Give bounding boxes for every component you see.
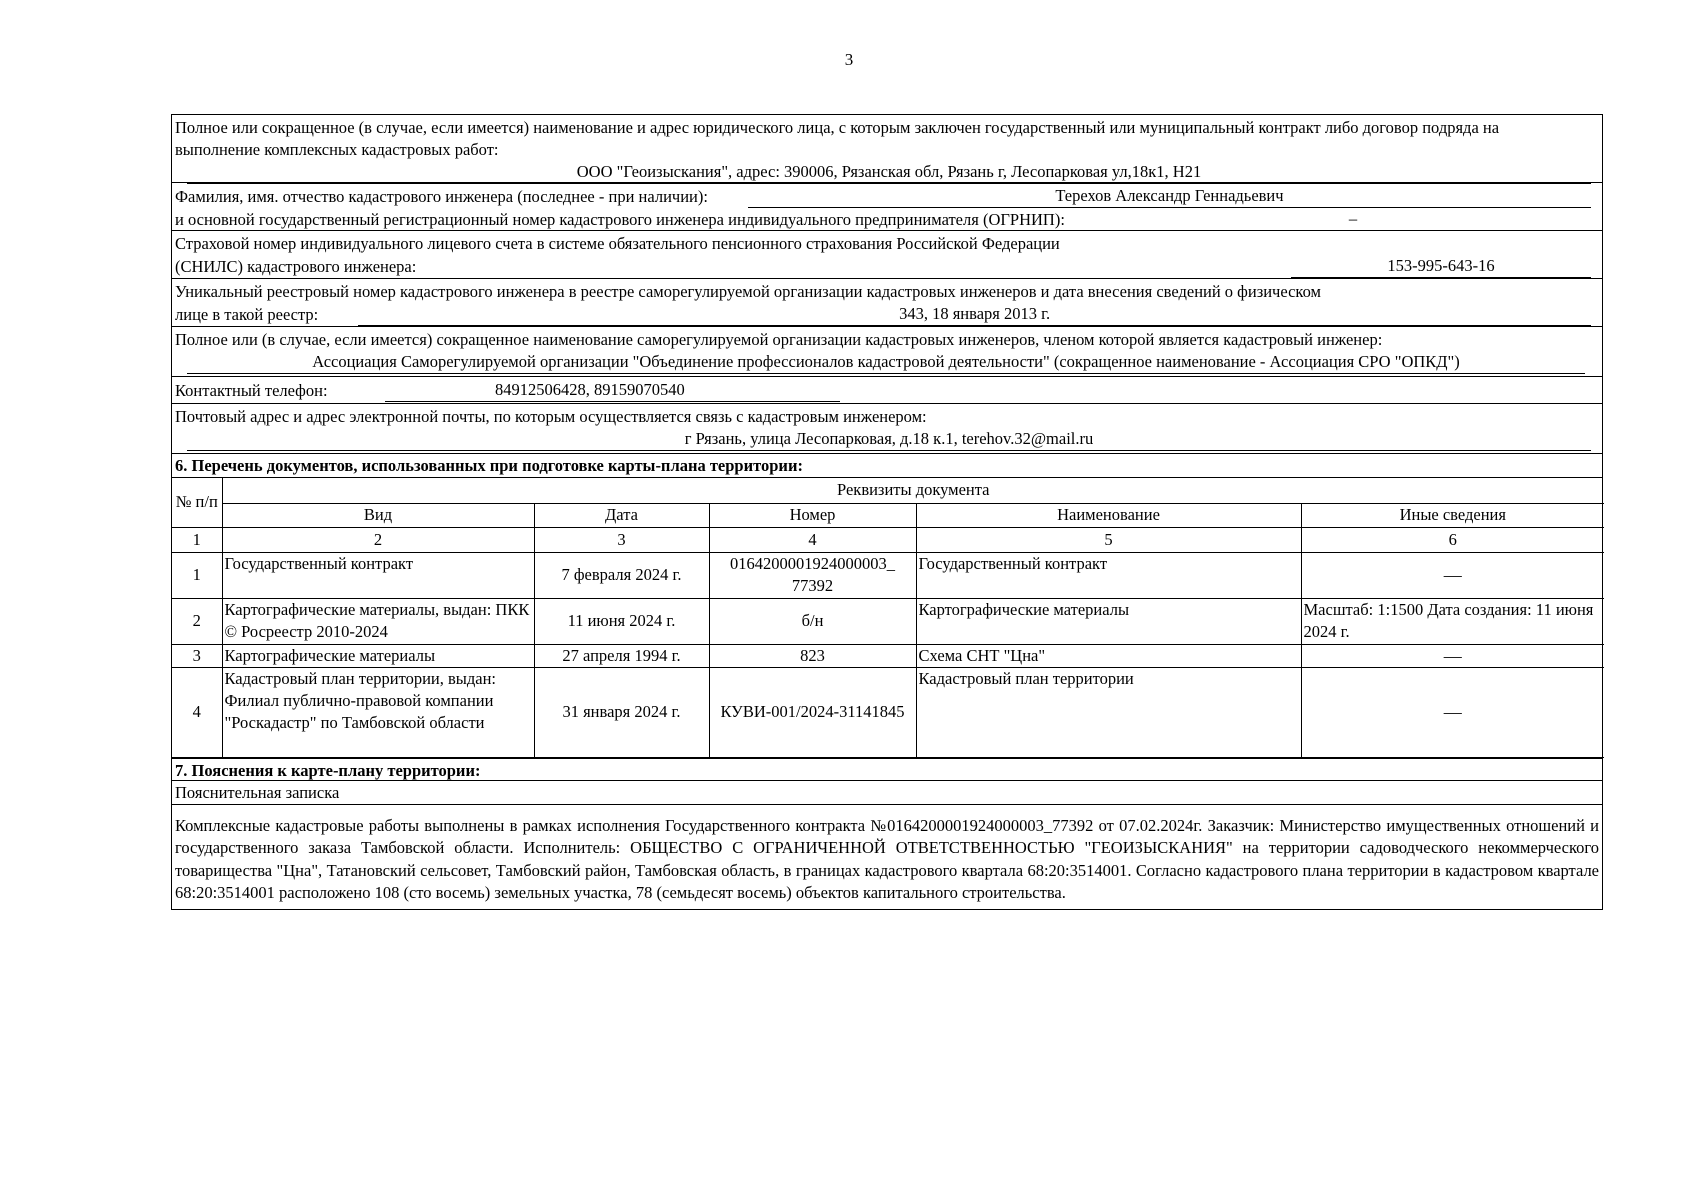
engineer-ogrnip-line: [175, 208, 1599, 231]
section6-title: 6. Перечень документов, использованных при подготовке карты-плана территории:: [172, 454, 1602, 478]
contractor-org-value: ООО "Геоизыскания", адрес: 390006, Рязанская обл, Рязань г, Лесопарковая ул,18к1, Н21: [187, 161, 1591, 184]
row-kind: Государственный контракт: [222, 552, 534, 598]
sro-block: [172, 327, 1602, 377]
document-sheet: [171, 114, 1603, 910]
address-label: Почтовый адрес и адрес электронной почты, по которым осуществляется связь с кадастровым инженером:: [175, 407, 927, 426]
engineer-name-label: Фамилия, имя. отчество кадастрового инженера (последнее - при наличии):: [175, 187, 708, 206]
table-row: [172, 552, 1604, 598]
row-kind: Картографические материалы, выдан: ПКК © Росреестр 2010-2024: [222, 598, 534, 644]
phone-value: 84912506428, 89159070540: [385, 379, 840, 402]
snils-value: 153-995-643-16: [1291, 255, 1591, 278]
row-date: 31 января 2024 г.: [534, 667, 709, 757]
engineer-ogrnip-value: –: [1115, 208, 1591, 231]
explanatory-note-text: Комплексные кадастровые работы выполнены в рамках исполнения Государственного контракта №0164200001924000003_77392 от 07.02.2024г. Заказчик: Министерство имущественных отношений и государственного заказа Тамбовской области. Исполнитель: ОБЩЕСТВО С ОГРАНИЧЕННОЙ ОТВЕТСТВЕННОСТЬЮ "ГЕОИЗЫСКАНИЯ" на территории садоводческого некоммерческого товарищества "Цна", Татановский сельсовет, Тамбовский район, Тамбовская область, в границах кадастрового квартала 68:20:3514001. Согласно кадастрового плана территории в кадастровом квартале 68:20:3514001 расположено 108 (сто восемь) земельных участка, 78 (семьдесят восемь) объектов капитального строительства.: [175, 815, 1599, 902]
row-number: 4: [172, 667, 222, 757]
column-numbers-row: [172, 527, 1604, 552]
contractor-org-label: Полное или сокращенное (в случае, если имеется) наименование и адрес юридического лица, с которым заключен государственный или муниципальный контракт либо договор подряда на выполнение комплексных кадастровых работ:: [175, 118, 1500, 159]
col-header-name: Наименование: [916, 503, 1301, 527]
section7-subtitle: Пояснительная записка: [172, 781, 1602, 805]
row-doc-number: б/н: [709, 598, 916, 644]
section7-title: 7. Пояснения к карте-плану территории:: [172, 758, 1602, 781]
row-number: 2: [172, 598, 222, 644]
col-num-5: 5: [916, 527, 1301, 552]
row-doc-number: 823: [709, 644, 916, 667]
address-block: [172, 404, 1602, 454]
col-header-kind: Вид: [222, 503, 534, 527]
sro-value: Ассоциация Саморегулируемой организации "Объединение профессионалов кадастровой деятельности" (сокращенное наименование - Ассоциация СРО "ОПКД"): [187, 351, 1585, 374]
registry-value: 343, 18 января 2013 г.: [358, 303, 1591, 326]
row-doc-number: 0164200001924000003_ 77392: [709, 552, 916, 598]
row-other: —: [1301, 552, 1604, 598]
col-num-4: 4: [709, 527, 916, 552]
page-number: 3: [844, 50, 854, 69]
row-doc-number: КУВИ-001/2024-31141845: [709, 667, 916, 757]
registry-line2: [175, 303, 1599, 326]
row-number: 3: [172, 644, 222, 667]
registry-block: [172, 279, 1602, 327]
row-name: Схема СНТ "Цна": [916, 644, 1301, 667]
row-other: —: [1301, 667, 1604, 757]
row-date: 11 июня 2024 г.: [534, 598, 709, 644]
row-kind: Кадастровый план территории, выдан: Филиал публично-правовой компании "Роскадастр" по Тамбовской области: [222, 667, 534, 757]
col-num-6: 6: [1301, 527, 1604, 552]
engineer-block: [172, 183, 1602, 231]
header-number: № п/п: [172, 478, 222, 527]
contractor-org-block: [172, 115, 1602, 183]
table-row: [172, 598, 1604, 644]
col-num-2: 2: [222, 527, 534, 552]
snils-label-line1: Страховой номер индивидуального лицевого счета в системе обязательного пенсионного страхования Российской Федерации: [175, 234, 1060, 253]
row-date: 7 февраля 2024 г.: [534, 552, 709, 598]
engineer-ogrnip-label: и основной государственный регистрационный номер кадастрового инженера индивидуального предпринимателя (ОГРНИП):: [175, 210, 1065, 229]
row-kind: Картографические материалы: [222, 644, 534, 667]
table-row: [172, 667, 1604, 757]
documents-table: [172, 478, 1604, 758]
snils-line2: [175, 255, 1599, 278]
engineer-name-line: [175, 185, 1599, 208]
row-name: Государственный контракт: [916, 552, 1301, 598]
snils-label-line2: (СНИЛС) кадастрового инженера:: [175, 257, 417, 276]
phone-block: [172, 377, 1602, 404]
row-other: —: [1301, 644, 1604, 667]
row-number: 1: [172, 552, 222, 598]
row-date: 27 апреля 1994 г.: [534, 644, 709, 667]
row-name: Картографические материалы: [916, 598, 1301, 644]
snils-block: [172, 231, 1602, 279]
col-header-other: Иные сведения: [1301, 503, 1604, 527]
col-num-1: 1: [172, 527, 222, 552]
phone-label: Контактный телефон:: [175, 381, 328, 400]
phone-line: [175, 379, 1599, 402]
row-name: Кадастровый план территории: [916, 667, 1301, 757]
engineer-name-value: Терехов Александр Геннадьевич: [748, 185, 1591, 208]
registry-label-line1: Уникальный реестровый номер кадастрового инженера в реестре саморегулируемой организации кадастровых инженеров и дата внесения сведений о физическом: [175, 282, 1321, 301]
table-row: [172, 644, 1604, 667]
col-header-number: Номер: [709, 503, 916, 527]
header-requisites: Реквизиты документа: [222, 478, 1604, 503]
registry-label-line2: лице в такой реестр:: [175, 305, 319, 324]
row-other: Масштаб: 1:1500 Дата создания: 11 июня 2024 г.: [1301, 598, 1604, 644]
col-num-3: 3: [534, 527, 709, 552]
col-header-date: Дата: [534, 503, 709, 527]
address-value: г Рязань, улица Лесопарковая, д.18 к.1, terehov.32@mail.ru: [187, 428, 1591, 451]
sro-label: Полное или (в случае, если имеется) сокращенное наименование саморегулируемой организации кадастровых инженеров, членом которой является кадастровый инженер:: [175, 330, 1383, 349]
